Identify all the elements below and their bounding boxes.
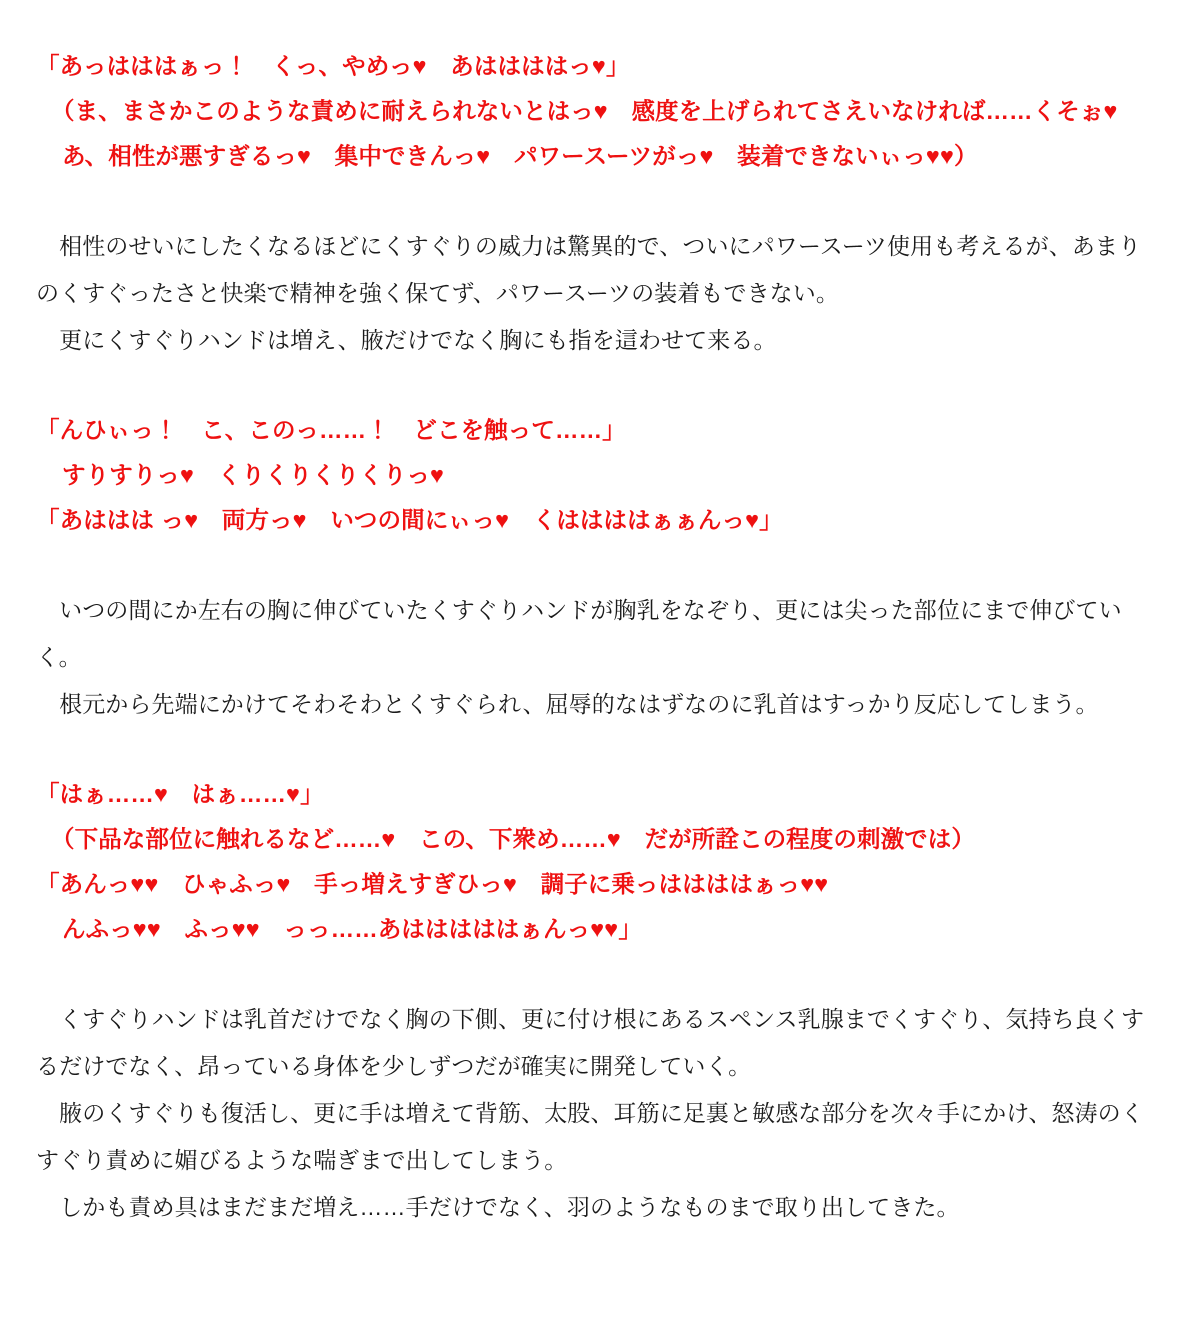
narration-paragraph: いつの間にか左右の胸に伸びていたくすぐりハンドが胸乳をなぞり、更には尖った部位にまで伸びていく。 (36, 597, 1122, 670)
dialogue-block-3 (36, 772, 1146, 952)
dialogue-line: 「あっはははぁっ！ くっ、やめっ♥ あははははっ♥」 (36, 53, 630, 79)
dialogue-line: （下品な部位に触れるなど……♥ この、下衆め……♥ だが所詮この程度の刺激では） (51, 826, 975, 852)
dialogue-line: あ、相性が悪すぎるっ♥ 集中できんっ♥ パワースーツがっ♥ 装着できないぃっ♥♥） (62, 143, 978, 169)
dialogue-line: 「あんっ♥♥ ひゃふっ♥ 手っ増えすぎひっ♥ 調子に乗っははははぁっ♥♥ (36, 871, 829, 897)
dialogue-block-1 (36, 44, 1146, 179)
sound-effect-line: すりすりっ♥ くりくりくりくりっ♥ (62, 462, 445, 488)
dialogue-block-2 (36, 408, 1146, 543)
dialogue-line: （ま、まさかこのような責めに耐えられないとはっ♥ 感度を上げられてさえいなければ……くそぉ♥ (51, 98, 1118, 124)
spacer (36, 364, 1146, 408)
narration-paragraph: 更にくすぐりハンドは増え、腋だけでなく胸にも指を這わせて来る。 (36, 327, 777, 353)
dialogue-line: 「はぁ……♥ はぁ……♥」 (36, 781, 324, 807)
spacer (36, 952, 1146, 996)
narration-paragraph: しかも責め具はまだまだ増え……手だけでなく、羽のようなものまで取り出してきた。 (36, 1194, 960, 1220)
dialogue-line: 「あははは っ♥ 両方っ♥ いつの間にぃっ♥ くははははぁぁんっ♥」 (36, 507, 783, 533)
spacer (36, 543, 1146, 587)
narration-paragraph: 相性のせいにしたくなるほどにくすぐりの威力は驚異的で、ついにパワースーツ使用も考えるが、あまりのくすぐったさと快楽で精神を強く保てず、パワースーツの装着もできない。 (36, 233, 1142, 306)
narration-paragraph: 腋のくすぐりも復活し、更に手は増えて背筋、太股、耳筋に足裏と敏感な部分を次々手にかけ、怒涛のくすぐり責めに媚びるような喘ぎまで出してしまう。 (36, 1100, 1144, 1173)
dialogue-line: んふっ♥♥ ふっ♥♥ っっ……あはははははぁんっ♥♥」 (62, 916, 642, 942)
narration-paragraph: 根元から先端にかけてそわそわとくすぐられ、屈辱的なはずなのに乳首はすっかり反応してしまう。 (36, 691, 1099, 717)
dialogue-line: 「んひぃっ！ こ、このっ……！ どこを触って……」 (36, 417, 626, 443)
narration-block-3 (36, 996, 1146, 1231)
narration-paragraph: くすぐりハンドは乳首だけでなく胸の下側、更に付け根にあるスペンス乳腺までくすぐり、気持ち良くするだけでなく、昂っている身体を少しずつだが確実に開発していく。 (36, 1006, 1145, 1079)
spacer (36, 179, 1146, 223)
narration-block-2 (36, 587, 1146, 728)
narration-block-1 (36, 223, 1146, 364)
spacer (36, 728, 1146, 772)
